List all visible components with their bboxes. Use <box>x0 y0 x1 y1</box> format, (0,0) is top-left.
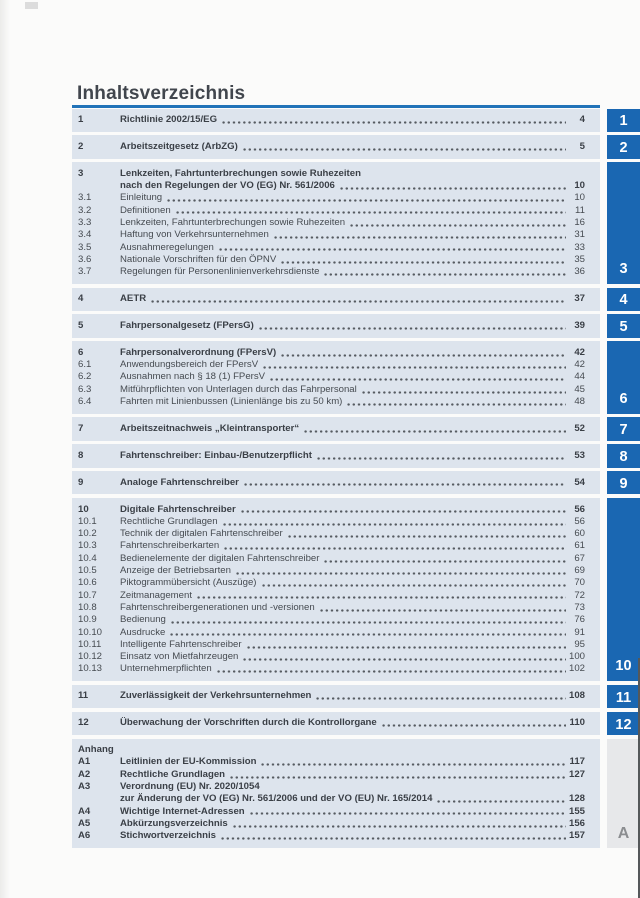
toc-group-rows <box>72 477 600 489</box>
entry-title: Leitlinien der EU-Kommission <box>120 756 257 768</box>
entry-title: Abkürzungsverzeichnis <box>120 817 228 829</box>
section-tab <box>607 417 640 440</box>
entry-title: Arbeitszeitgesetz (ArbZG) <box>120 140 238 152</box>
toc-entry <box>72 504 600 516</box>
entry-title: Fahrpersonalgesetz (FPersG) <box>120 319 254 331</box>
page-number: 53 <box>574 449 585 461</box>
entry-number: 1 <box>78 114 84 125</box>
toc-group-rows <box>72 744 600 842</box>
page-number: 127 <box>568 768 585 780</box>
toc-entry <box>72 254 600 266</box>
page-number: 4 <box>579 114 585 125</box>
toc-entry <box>72 540 600 552</box>
toc-group <box>72 471 628 494</box>
toc-entry <box>72 769 600 781</box>
entry-number: 3.4 <box>78 229 92 241</box>
entry-title: Einsatz von Mietfahrzeugen <box>120 651 239 663</box>
toc-entry <box>72 614 600 626</box>
toc-entry <box>72 627 600 639</box>
page-number: 156 <box>568 817 585 829</box>
page-number: 128 <box>568 793 585 805</box>
entry-title: Anwendungsbereich der FPersV <box>120 359 259 371</box>
toc-group-rows <box>72 450 600 462</box>
entry-number: 10.11 <box>78 638 102 650</box>
toc-group <box>72 417 628 440</box>
page-number: 61 <box>574 540 585 552</box>
dot-leader <box>243 483 566 486</box>
page-number: 76 <box>574 614 585 626</box>
page-number: 72 <box>574 589 585 601</box>
dot-leader <box>220 837 566 840</box>
section-tab <box>607 685 640 708</box>
entry-title: Fahrten mit Linienbussen (Linienlänge bis zu 50 km) <box>120 396 343 408</box>
dot-leader <box>262 366 566 369</box>
toc-entry <box>72 553 600 565</box>
page-number: 117 <box>569 756 585 768</box>
dot-leader <box>223 547 566 550</box>
toc-entry <box>72 717 600 729</box>
dot-leader <box>316 457 566 460</box>
toc-entry <box>72 806 600 818</box>
page-number: 42 <box>574 359 585 371</box>
toc-entry <box>72 141 600 153</box>
dot-leader <box>261 584 567 587</box>
dot-leader <box>346 403 566 406</box>
entry-title: Arbeitszeitnachweis „Kleintransporter“ <box>120 422 300 434</box>
toc-entry <box>72 690 600 702</box>
toc-group-rows <box>72 320 600 332</box>
dot-leader <box>303 430 566 433</box>
entry-number: 8 <box>78 449 84 461</box>
entry-number: 6 <box>78 346 84 358</box>
entry-number: 7 <box>78 422 84 434</box>
entry-number: A5 <box>78 817 91 829</box>
toc-group-rows <box>72 347 600 408</box>
page-number: 31 <box>574 229 585 241</box>
toc-entry <box>72 320 600 332</box>
entry-number: 10.2 <box>78 528 97 540</box>
toc-entry <box>72 450 600 462</box>
entry-title: AETR <box>120 293 147 305</box>
entry-number: 3.7 <box>78 266 92 278</box>
section-tab <box>607 444 640 467</box>
toc-entry <box>72 651 600 663</box>
section-tab-label: 7 <box>619 422 628 439</box>
section-tab <box>607 712 640 735</box>
entry-title: Richtlinie 2002/15/EG <box>120 114 218 125</box>
page-number: 10 <box>574 192 585 204</box>
dot-leader <box>240 510 566 513</box>
page-number: 36 <box>574 266 585 278</box>
toc-entry <box>72 347 600 359</box>
entry-number: 6.1 <box>78 359 92 371</box>
entry-number: 10.12 <box>78 651 103 663</box>
page-number: 91 <box>574 626 585 638</box>
page-number: 69 <box>574 565 585 577</box>
page-number: 45 <box>574 383 585 395</box>
toc-entry <box>72 180 600 192</box>
entry-number: A4 <box>78 805 91 817</box>
entry-number: 10.13 <box>78 663 103 675</box>
toc-entry <box>72 371 600 383</box>
page-number: 95 <box>574 638 585 650</box>
entry-number: A2 <box>78 768 91 780</box>
toc-group <box>72 135 628 158</box>
dot-leader <box>258 327 566 330</box>
page-number: 37 <box>574 293 585 305</box>
dot-leader <box>280 354 566 357</box>
toc-entry <box>72 590 600 602</box>
page-number: 67 <box>574 552 585 564</box>
entry-title: Haftung von Verkehrsunternehmen <box>120 229 269 241</box>
entry-title: Einleitung <box>120 192 163 204</box>
entry-title: Wichtige Internet-Adressen <box>120 805 245 817</box>
section-tab-label: 6 <box>619 390 628 407</box>
dot-leader <box>242 148 566 151</box>
toc-group-rows <box>72 423 600 435</box>
page-number: 5 <box>579 140 585 152</box>
toc-entry <box>72 639 600 651</box>
toc-entry <box>72 205 600 217</box>
dot-leader <box>249 812 566 815</box>
entry-title: Nationale Vorschriften für den ÖPNV <box>120 253 277 265</box>
toc-entry <box>72 528 600 540</box>
page-number: 56 <box>574 515 585 527</box>
toc-entry <box>72 293 600 305</box>
entry-title: Verordnung (EU) Nr. 2020/1054 <box>120 781 260 792</box>
entry-title: Fahrtenschreibergenerationen und -versionen <box>120 601 315 613</box>
entry-title: Regelungen für Personenlinienverkehrsdienste <box>120 266 320 278</box>
toc-entry <box>72 516 600 528</box>
entry-title: Ausnahmeregelungen <box>120 241 214 253</box>
toc-group <box>72 341 628 413</box>
entry-number: 10 <box>78 503 89 515</box>
section-tab-label: 11 <box>615 689 632 706</box>
entry-number: 11 <box>78 690 89 702</box>
entry-number: 10.9 <box>78 614 97 626</box>
page-number: 102 <box>568 663 585 675</box>
page-number: 44 <box>574 371 585 383</box>
page-number: 33 <box>574 241 585 253</box>
section-tab <box>607 288 640 311</box>
page-number: 11 <box>575 204 585 216</box>
entry-title: Mitführpflichten von Unterlagen durch das Fahrpersonal <box>120 383 357 395</box>
entry-title: Überwachung der Vorschriften durch die Kontrollorgane <box>120 717 377 729</box>
entry-number: 5 <box>78 319 84 331</box>
dot-leader <box>323 273 566 276</box>
toc-entry <box>72 266 600 278</box>
dot-leader <box>319 609 566 612</box>
toc-group-rows <box>72 168 600 279</box>
toc-group-rows <box>72 690 600 702</box>
dot-leader <box>349 224 566 227</box>
toc-entry <box>72 423 600 435</box>
toc-group <box>72 739 630 848</box>
dot-leader <box>150 300 566 303</box>
toc-group-rows <box>72 717 600 729</box>
section-tab-label: A <box>617 824 630 842</box>
toc-group <box>72 712 632 735</box>
entry-title: Fahrtenschreiberkarten <box>120 540 220 552</box>
toc-entry <box>72 168 600 180</box>
section-tab <box>607 162 640 284</box>
page-number: 155 <box>568 805 585 817</box>
dot-leader <box>436 800 566 803</box>
toc-entry <box>72 663 600 675</box>
page-number: 54 <box>574 476 585 488</box>
section-tab-label: 8 <box>619 449 628 466</box>
section-tab <box>607 109 640 132</box>
section-tab <box>607 341 640 413</box>
section-tab <box>607 498 640 681</box>
dot-leader <box>323 560 566 563</box>
entry-number: 10.3 <box>78 540 97 552</box>
page-number: 10 <box>574 180 585 192</box>
toc-entry <box>72 744 600 756</box>
dot-leader <box>287 535 566 538</box>
dot-leader <box>166 199 566 202</box>
page-number: 52 <box>574 422 585 434</box>
title-rule <box>72 105 600 108</box>
section-tab <box>607 471 640 494</box>
toc-entry <box>72 577 600 589</box>
entry-title: Lenkzeiten, Fahrtunterbrechungen sowie Ruhezeiten <box>120 216 346 228</box>
dot-leader <box>169 633 566 636</box>
dot-leader <box>216 670 566 673</box>
entry-number: 3.1 <box>78 192 92 204</box>
entry-number: A3 <box>78 781 91 792</box>
toc-group-rows <box>72 141 600 153</box>
toc-entry <box>72 830 600 842</box>
entry-title: Rechtliche Grundlagen <box>120 515 218 527</box>
entry-title: Bedienelemente der digitalen Fahrtenschreiber <box>120 552 320 564</box>
entry-title: Analoge Fahrtenschreiber <box>120 476 239 488</box>
dot-leader <box>235 572 566 575</box>
dot-leader <box>269 378 566 381</box>
dot-leader <box>246 646 566 649</box>
entry-number: 3.5 <box>78 241 92 253</box>
toc-entry <box>72 192 600 204</box>
page-number: 110 <box>569 717 585 729</box>
entry-title: Bedienung <box>120 614 166 626</box>
entry-number: 3.6 <box>78 253 92 265</box>
entry-title: Fahrpersonalverordnung (FPersV) <box>120 346 277 358</box>
entry-title: Ausnahmen nach § 18 (1) FPersV <box>120 371 266 383</box>
toc-group-rows <box>72 114 600 126</box>
scan-mark <box>25 2 38 9</box>
toc-entry <box>72 818 600 830</box>
page-number: 100 <box>568 651 585 663</box>
entry-title: Piktogrammübersicht (Auszüge) <box>120 577 257 589</box>
dot-leader <box>339 187 566 190</box>
section-tab-label: 4 <box>619 292 628 309</box>
section-tab-label: 3 <box>619 260 628 277</box>
entry-number: 3.3 <box>78 216 92 228</box>
entry-title: zur Änderung der VO (EG) Nr. 561/2006 und der VO (EU) Nr. 165/2014 <box>120 793 433 805</box>
entry-number: 2 <box>78 140 84 152</box>
dot-leader <box>221 121 566 124</box>
section-tab-label: 1 <box>619 113 628 130</box>
entry-number: 3.2 <box>78 204 92 216</box>
scan-edge-left <box>0 0 10 898</box>
dot-leader <box>315 697 566 700</box>
entry-title: Technik der digitalen Fahrtenschreiber <box>120 528 283 540</box>
entry-number: 9 <box>78 476 84 488</box>
section-tab <box>607 135 640 158</box>
dot-leader <box>260 763 566 766</box>
page-number: 16 <box>574 216 585 228</box>
section-tab-label: 2 <box>619 140 628 157</box>
entry-title: Fahrtenschreiber: Einbau-/Benutzerpflicht <box>120 449 312 461</box>
toc-entry <box>72 114 600 126</box>
section-tab <box>607 739 640 848</box>
toc-group <box>72 498 632 681</box>
entry-title: Digitale Fahrtenschreiber <box>120 503 236 515</box>
entry-number: 4 <box>78 293 84 305</box>
section-tab-label: 10 <box>615 658 632 675</box>
section-tab-label: 9 <box>619 475 628 492</box>
dot-leader <box>222 523 566 526</box>
entry-number: 6.3 <box>78 383 92 395</box>
page-number: 48 <box>574 396 585 408</box>
toc-entry <box>72 396 600 408</box>
page-number: 70 <box>574 577 585 589</box>
page-number: 39 <box>574 319 585 331</box>
dot-leader <box>170 621 566 624</box>
dot-leader <box>229 776 566 779</box>
entry-title: Zuverlässigkeit der Verkehrsunternehmen <box>120 690 312 702</box>
page-number: 42 <box>574 346 585 358</box>
entry-title: Definitionen <box>120 204 171 216</box>
entry-number: 6.4 <box>78 396 92 408</box>
entry-number: 12 <box>78 717 89 729</box>
toc-group <box>72 314 628 337</box>
toc-group <box>72 109 628 132</box>
toc-entry <box>72 793 600 805</box>
page-number: 157 <box>568 830 585 842</box>
entry-number: A1 <box>78 756 91 768</box>
toc-group-rows <box>72 504 600 676</box>
toc-entry <box>72 242 600 254</box>
entry-number: 10.7 <box>78 589 97 601</box>
entry-number: 6.2 <box>78 371 92 383</box>
page-title: Inhaltsverzeichnis <box>77 83 246 104</box>
entry-title: Anzeige der Betriebsarten <box>120 565 231 577</box>
toc-entry <box>72 477 600 489</box>
section-tab-label: 12 <box>615 716 632 733</box>
toc-entry <box>72 359 600 371</box>
entry-number: 10.8 <box>78 601 97 613</box>
entry-title: Rechtliche Grundlagen <box>120 768 226 780</box>
page-number: 35 <box>574 253 585 265</box>
toc-group <box>72 288 628 311</box>
entry-number: Anhang <box>78 744 114 756</box>
section-tab-label: 5 <box>619 319 628 336</box>
entry-number: 3 <box>78 167 84 179</box>
dot-leader <box>381 724 566 727</box>
entry-title: Unternehmerpflichten <box>120 663 212 675</box>
dot-leader <box>232 825 566 828</box>
entry-title: Stichwortverzeichnis <box>120 830 216 842</box>
dot-leader <box>273 236 566 239</box>
page-number: 108 <box>568 690 585 702</box>
toc-entry <box>72 756 600 768</box>
toc-entry <box>72 384 600 396</box>
dot-leader <box>218 248 566 251</box>
toc-group-rows <box>72 293 600 305</box>
toc-entry <box>72 217 600 229</box>
toc-entry <box>72 565 600 577</box>
dot-leader <box>280 261 566 264</box>
dot-leader <box>196 596 566 599</box>
page-number: 60 <box>574 528 585 540</box>
toc-entry <box>72 781 600 793</box>
entry-number: 10.1 <box>78 515 97 527</box>
toc-entry <box>72 229 600 241</box>
dot-leader <box>361 391 566 394</box>
entry-title: Lenkzeiten, Fahrtunterbrechungen sowie Ruhezeiten <box>120 167 361 179</box>
entry-number: 10.10 <box>78 626 103 638</box>
entry-number: A6 <box>78 830 91 842</box>
entry-title: Zeitmanagement <box>120 589 192 601</box>
dot-leader <box>175 211 566 214</box>
toc-entry <box>72 602 600 614</box>
entry-title: Ausdrucke <box>120 626 166 638</box>
page-number: 73 <box>574 601 585 613</box>
toc-group <box>72 685 632 708</box>
section-tab <box>607 314 640 337</box>
entry-title: nach den Regelungen der VO (EG) Nr. 561/2006 <box>120 180 335 192</box>
dot-leader <box>242 658 566 661</box>
entry-title: Intelligente Fahrtenschreiber <box>120 638 242 650</box>
toc-group <box>72 444 628 467</box>
entry-number: 10.4 <box>78 552 97 564</box>
toc <box>72 109 632 852</box>
page-number: 56 <box>574 503 585 515</box>
toc-group <box>72 162 628 284</box>
entry-number: 10.5 <box>78 565 97 577</box>
entry-number: 10.6 <box>78 577 97 589</box>
